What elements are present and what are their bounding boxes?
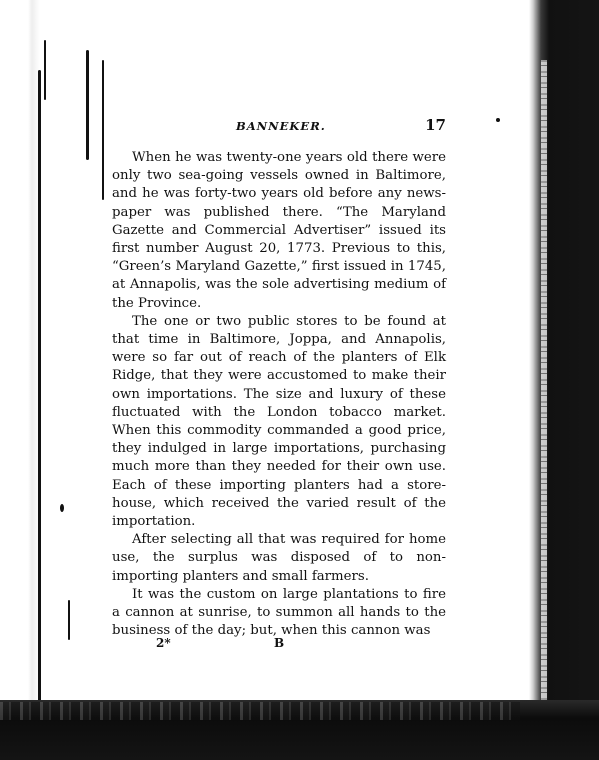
scan-right-speckle bbox=[541, 60, 547, 700]
paragraph: It was the custom on large plantations to fire a cannon at sunrise, to summon all hands to the business of the day; but, when this cannon was bbox=[112, 586, 446, 639]
running-head: BANNEKER. bbox=[236, 119, 326, 133]
scan-artifact-stroke bbox=[44, 40, 46, 100]
page-number: 17 bbox=[425, 116, 446, 134]
page-body bbox=[112, 149, 446, 640]
page-footer bbox=[112, 636, 446, 654]
signature-mark: 2* bbox=[156, 636, 171, 650]
sheet-mark: B bbox=[274, 636, 285, 650]
scan-right-margin bbox=[519, 0, 599, 760]
scan-left-margin bbox=[0, 0, 60, 760]
scan-speck bbox=[496, 118, 500, 122]
scan-bottom-noise bbox=[0, 702, 520, 720]
scan-artifact-stroke bbox=[68, 600, 70, 640]
page-header bbox=[236, 116, 446, 136]
scan-artifact-stroke bbox=[38, 70, 41, 710]
scan-speck bbox=[60, 504, 64, 512]
scan-artifact-stroke bbox=[86, 50, 89, 160]
paragraph: After selecting all that was required for home use, the surplus was disposed of to non-importing planters and small farmers. bbox=[112, 532, 446, 584]
paragraph: The one or two public stores to be found at that time in Baltimore, Joppa, and Annapolis, were so far out of reach of the planters of Elk Ridge, that they were accustomed to make their own importations. The size and luxury of these fluctuated with the London tobacco market. When this commodity commanded a good price, they indulged in large importations, purchasing much more than they needed for their own use. Each of these importing planters had a store-house, which received the varied result of the importation. bbox=[112, 313, 446, 530]
paragraph: When he was twenty-one years old there were only two sea-going vessels owned in Baltimore, and he was forty-two years old before any news-paper was published there. “The Maryland Gazette and Commercial Advertiser” issued its first number August 20, 1773. Previous to this, “Green’s Maryland Gazette,” first issued in 1745, at Annapolis, was the sole advertising medium of the Province. bbox=[112, 150, 446, 311]
scan-artifact-stroke bbox=[102, 60, 104, 200]
